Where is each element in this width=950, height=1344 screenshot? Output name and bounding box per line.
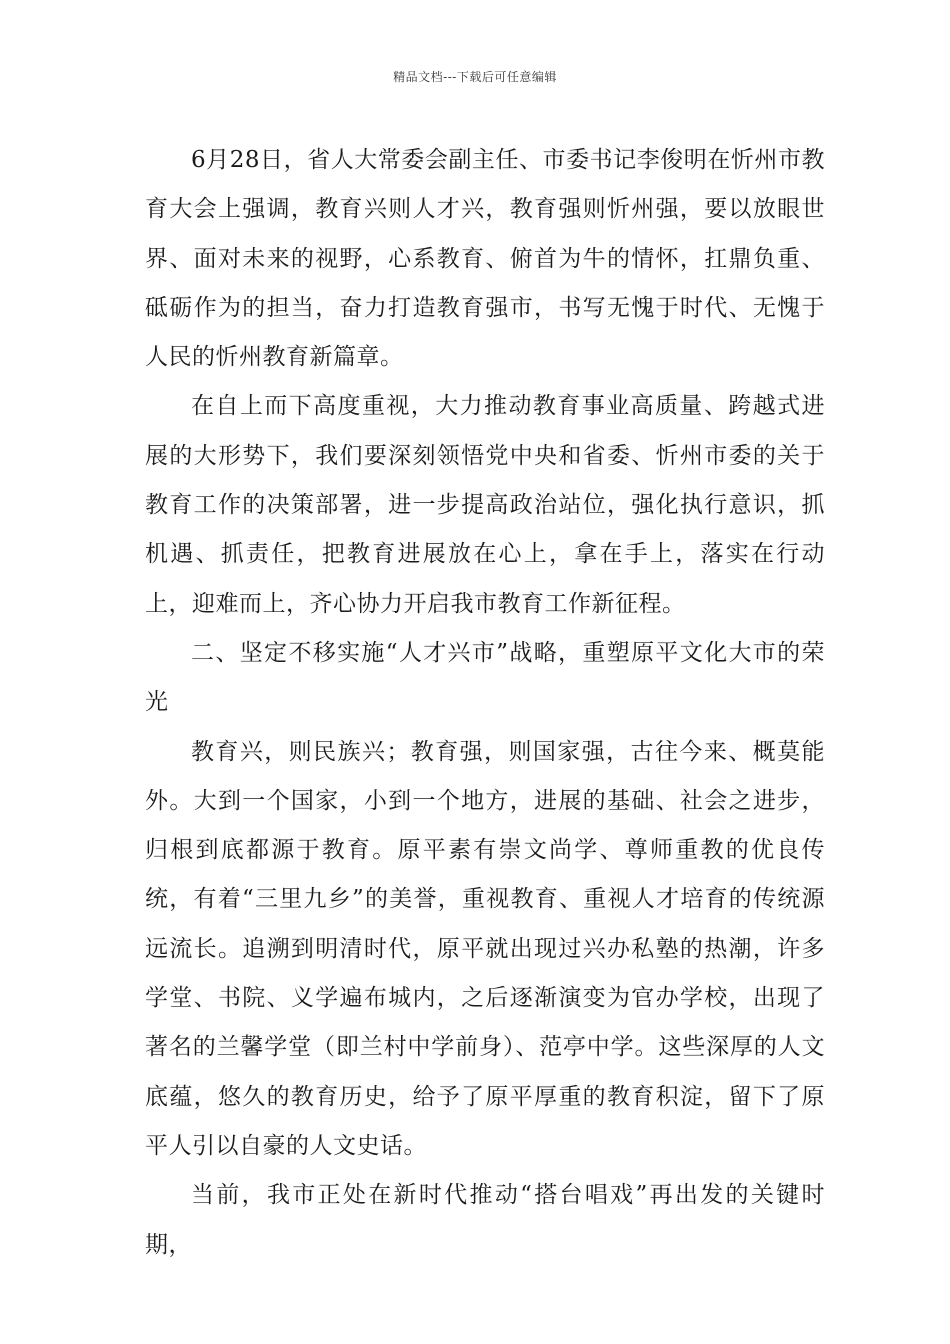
section-heading: 二、坚定不移实施“人才兴市”战略，重塑原平文化大市的荣光 xyxy=(145,639,825,716)
document-body xyxy=(145,136,825,1270)
paragraph-2: 在自上而下高度重视，大力推动教育事业高质量、跨越式进展的大形势下，我们要深刻领悟党中央和省委、忻州市委的关于教育工作的决策部署，进一步提高政治站位，强化执行意识，抓机遇、抓责任，把教育进展放在心上，拿在手上，落实在行动上，迎难而上，齐心协力开启我市教育工作新征程。 xyxy=(145,393,825,617)
page-header: 精品文档---下载后可任意编辑 xyxy=(393,70,557,84)
paragraph-4: 当前，我市正处在新时代推动“搭台唱戏”再出发的关键时期， xyxy=(145,1182,825,1258)
paragraph-3: 教育兴，则民族兴；教育强，则国家强，古往今来、概莫能外。大到一个国家，小到一个地方，进展的基础、社会之进步，归根到底都源于教育。原平素有崇文尚学、尊师重教的优良传统，有着“三里九乡”的美誉，重视教育、重视人才培育的传统源远流长。追溯到明清时代，原平就出现过兴办私塾的热潮，许多学堂、书院、义学遍布城内，之后逐渐演变为官办学校，出现了著名的兰馨学堂（即兰村中学前身）、范亭中学。这些深厚的人文底蕴，悠久的教育历史，给予了原平厚重的教育积淀，留下了原平人引以自豪的人文史话。 xyxy=(145,738,825,1159)
paragraph-1: 6月28日，省人大常委会副主任、市委书记李俊明在忻州市教育大会上强调，教育兴则人才兴，教育强则忻州强，要以放眼世界、面对未来的视野，心系教育、俯首为牛的情怀，扛鼎负重、砥砺作为的担当，奋力打造教育强市，书写无愧于时代、无愧于人民的忻州教育新篇章。 xyxy=(145,147,825,371)
